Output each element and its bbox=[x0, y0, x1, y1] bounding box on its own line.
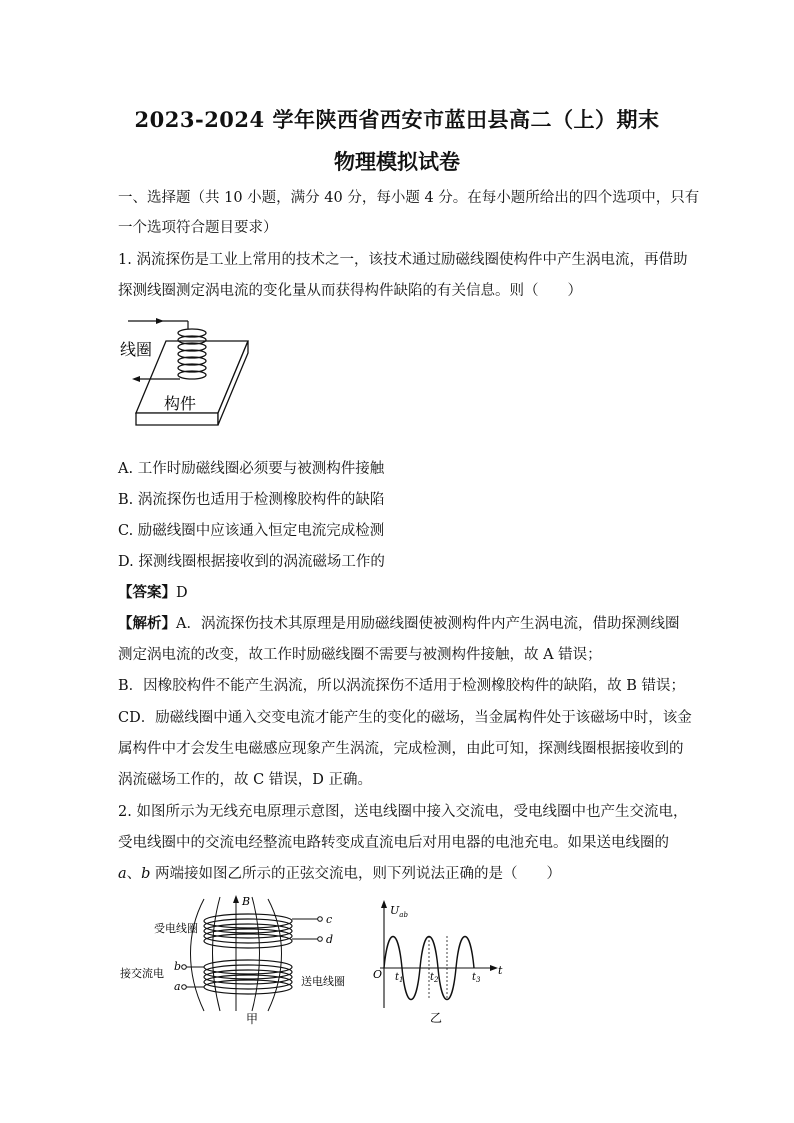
t3-label: $t_3$ bbox=[472, 972, 481, 984]
t1-label: $t_1$ bbox=[395, 972, 404, 984]
y-axis-label: $U_{ab}$ bbox=[390, 904, 408, 919]
q1-analysis-line-2: 测定涡电流的改变，故工作时励磁线圈不需要与被测构件接触，故 A 错误； bbox=[118, 647, 602, 663]
y-axis-arrow-icon bbox=[381, 900, 387, 908]
t2-label: $t_2$ bbox=[430, 972, 439, 984]
answer-value: D bbox=[176, 585, 188, 601]
title-line-2: 物理模拟试卷 bbox=[334, 149, 460, 174]
send-coil bbox=[204, 960, 292, 994]
q1-option-d: D. 探测线圈根据接收到的涡流磁场工作的 bbox=[118, 554, 385, 570]
q1-analysis-line-5: 属构件中才会发生电磁感应现象产生涡流，完成检测，由此可知，探测线圈根据接收到的 bbox=[118, 741, 684, 757]
q2-figure-jia bbox=[118, 893, 368, 1028]
component-slab-front bbox=[136, 413, 218, 425]
q2-stem-line-2: 受电线圈中的交流电经整流电路转变成直流电后对用电器的电池充电。如果送电线圈的 bbox=[118, 835, 669, 851]
q2-figure-yi bbox=[366, 896, 516, 1028]
section-heading-line-2: 一个选项符合题目要求） bbox=[118, 220, 278, 236]
q1-analysis-line-6: 涡流磁场工作的，故 C 错误，D 正确。 bbox=[118, 772, 373, 788]
x-axis-arrow-icon bbox=[490, 965, 498, 971]
terminal-b bbox=[182, 965, 187, 970]
receive-coil bbox=[204, 914, 292, 948]
arrow-right-icon bbox=[156, 318, 164, 324]
receive-coil-label: 受电线圈 bbox=[154, 922, 198, 935]
terminal-c bbox=[318, 917, 323, 922]
field-arrow-icon bbox=[233, 895, 239, 903]
q1-stem-line-1: 1. 涡流探伤是工业上常用的技术之一，该技术通过励磁线圈使构件中产生涡电流，再借助 bbox=[118, 252, 688, 268]
title-line-1: 2023-2024 学年陕西省西安市蓝田县高二（上）期末 bbox=[134, 107, 660, 132]
q1-option-c: C. 励磁线圈中应该通入恒定电流完成检测 bbox=[118, 523, 385, 539]
q1-analysis-line-3: B．因橡胶构件不能产生涡流，所以涡流探伤不适用于检测橡胶构件的缺陷，故 B 错误； bbox=[118, 678, 686, 694]
arrow-left-icon bbox=[132, 376, 140, 382]
field-label: B bbox=[242, 895, 251, 908]
terminal-d bbox=[318, 937, 323, 942]
answer-label: 【答案】 bbox=[118, 584, 176, 601]
section-heading-line-1: 一、选择题（共 10 小题，满分 40 分，每小题 4 分。在每小题所给出的四个选项中，只有 bbox=[118, 190, 700, 206]
part-label: 构件 bbox=[164, 394, 197, 413]
ac-input-label: 接交流电 bbox=[120, 967, 164, 980]
caption-yi: 乙 bbox=[430, 1011, 443, 1025]
coil-label: 线圈 bbox=[120, 340, 153, 359]
q1-figure bbox=[118, 313, 258, 443]
svg-text:c: c bbox=[326, 913, 333, 926]
q2-stem-line-1: 2. 如图所示为无线充电原理示意图，送电线圈中接入交流电，受电线圈中也产生交流电， bbox=[118, 804, 688, 820]
terminal-a bbox=[182, 985, 187, 990]
q1-analysis-line-1: 【解析】A．涡流探伤技术其原理是用励磁线圈使被测构件内产生涡电流，借助探测线圈 bbox=[118, 615, 680, 632]
analysis-label: 【解析】 bbox=[118, 615, 176, 632]
caption-jia: 甲 bbox=[246, 1012, 259, 1026]
q1-analysis-line-4: CD．励磁线圈中通入交变电流才能产生的变化的磁场，当金属构件处于该磁场中时，该金 bbox=[118, 710, 692, 726]
q1-option-b: B. 涡流探伤也适用于检测橡胶构件的缺陷 bbox=[118, 492, 385, 508]
send-coil-label: 送电线圈 bbox=[301, 975, 345, 988]
x-axis-label: t bbox=[498, 964, 503, 977]
q1-option-a: A. 工作时励磁线圈必须要与被测构件接触 bbox=[118, 461, 385, 477]
svg-text:b: b bbox=[174, 960, 182, 973]
svg-text:a: a bbox=[174, 980, 181, 993]
q2-stem-line-3: a、b 两端接如图乙所示的正弦交流电，则下列说法正确的是（ ） bbox=[118, 866, 562, 882]
q1-answer bbox=[118, 581, 188, 602]
q1-stem-line-2: 探测线圈测定涡电流的变化量从而获得构件缺陷的有关信息。则（ ） bbox=[118, 283, 582, 299]
origin-label: O bbox=[373, 968, 383, 981]
svg-text:d: d bbox=[326, 933, 334, 946]
